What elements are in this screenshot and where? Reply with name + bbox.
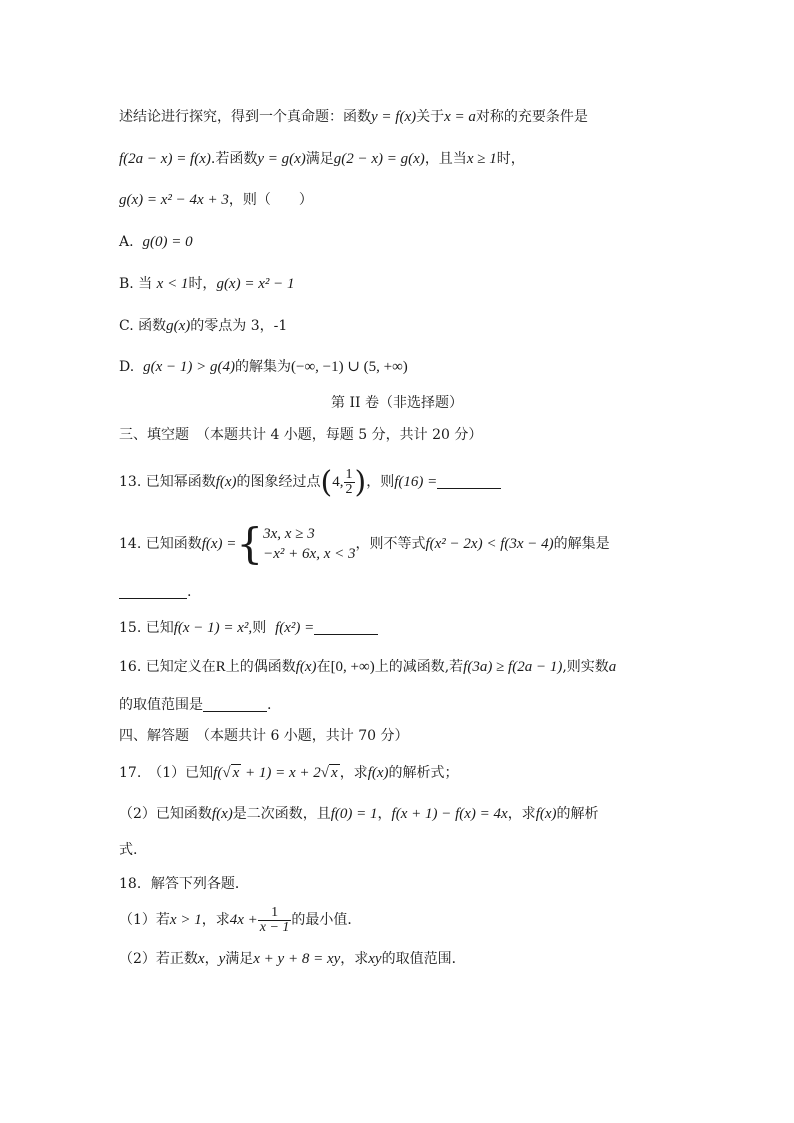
p12-line3 [119, 185, 714, 215]
math-expr: y = g(x) [257, 151, 306, 167]
question-18-title: 18．解答下列各题． [119, 876, 249, 892]
question-text: ，则不等式 [355, 536, 426, 552]
p12-line1 [119, 102, 714, 132]
q14-answer-line [119, 577, 714, 607]
math-expr: 4x + [229, 912, 258, 928]
fraction-numerator: 1 [258, 906, 292, 921]
question-text: （1）若 [119, 912, 170, 928]
math-expr: f(x) [295, 659, 317, 675]
math-expr: f(0) = 1 [330, 806, 378, 822]
math-expr: [0, +∞) [330, 659, 375, 675]
math-expr: x = a [444, 109, 476, 125]
option-d [119, 352, 714, 382]
option-a [119, 227, 714, 257]
question-text: ，求 [201, 912, 230, 928]
question-text: 则 [252, 620, 267, 636]
math-expr: x < 1 [156, 276, 189, 292]
question-text: 的图象经过点 [236, 474, 321, 490]
option-b [119, 269, 714, 299]
question-text: 的解集是 [553, 536, 610, 552]
question-text: . [187, 584, 192, 600]
p12-text: 对称的充要条件是 [475, 109, 588, 125]
sqrt-symbol: √ [222, 765, 231, 781]
math-expr: x > 1 [169, 912, 202, 928]
math-expr: f(x) [535, 806, 557, 822]
fraction-numerator: 1 [345, 466, 353, 482]
math-expr: f(x − 1) = x², [173, 620, 253, 636]
answer-blank[interactable] [314, 618, 378, 635]
math-expr: f(x) [211, 806, 233, 822]
question-number: 17. （1）已知 [119, 765, 214, 781]
math-expr: f( [213, 765, 223, 781]
p12-line2 [119, 144, 714, 174]
section-heading: 三、填空题 （本题共计 4 小题，每题 5 分，共计 20 分） [119, 427, 483, 443]
math-expr: 4, [332, 474, 344, 490]
math-expr: f(2a − x) = f(x) [119, 151, 211, 167]
question-text: （2）若正数 [119, 951, 198, 967]
q16-line2 [119, 690, 714, 720]
question-text: （2）已知函数 [119, 806, 212, 822]
math-expr: g(x) = x² − 1 [216, 276, 295, 292]
paren-left: ( [320, 465, 333, 500]
math-expr: (−∞, −1) ∪ (5, +∞) [290, 359, 408, 375]
question-text: ，求 [340, 951, 369, 967]
math-expr: x [197, 951, 205, 967]
p12-text: ，则（ ） [228, 192, 313, 208]
math-expr: f(x) [367, 765, 389, 781]
fraction [258, 906, 292, 935]
p12-text: 满足 [305, 151, 334, 167]
question-17-part1 [119, 758, 714, 788]
question-text: 是二次函数，且 [232, 806, 331, 822]
question-text: 满足 [225, 951, 254, 967]
question-text: 上的减函数,若 [374, 659, 464, 675]
fraction-denominator: 2 [345, 481, 353, 497]
math-expr: f(x) [215, 474, 237, 490]
question-number: 14. 已知函数 [119, 536, 202, 552]
question-text: 的取值范围是 [119, 697, 203, 713]
fraction-denominator: x − 1 [259, 919, 290, 935]
p12-text: 时， [496, 151, 525, 167]
fraction [344, 468, 355, 497]
math-expr: f(3a) ≥ f(2a − 1) [463, 659, 563, 675]
math-expr: g(2 − x) = g(x) [333, 151, 425, 167]
p12-text: .若函数 [210, 151, 258, 167]
option-text: 时， [188, 276, 217, 292]
option-label: D. [119, 359, 135, 375]
question-number: 13. 已知幂函数 [119, 474, 216, 490]
section-heading: 四、解答题 （本题共计 6 小题，共计 70 分） [119, 728, 409, 744]
question-text: 的解析 [556, 806, 599, 822]
math-expr: f(x + 1) − f(x) = 4x [391, 806, 508, 822]
question-text: ，求 [507, 806, 536, 822]
p12-text: 述结论进行探究，得到一个真命题：函数 [119, 109, 371, 125]
math-expr: x [232, 765, 240, 781]
option-label: B. 当 [119, 276, 153, 292]
question-18-part2 [119, 944, 714, 974]
question-16 [119, 652, 714, 682]
question-18-part1 [119, 900, 714, 940]
answer-blank[interactable] [119, 582, 187, 599]
math-expr: g(x) [166, 318, 191, 334]
option-c [119, 311, 714, 341]
question-text: 的解析式； [388, 765, 459, 781]
question-text: 16. 已知定义在 [119, 659, 216, 675]
question-text: 上的偶函数 [225, 659, 296, 675]
math-expr: + 1) = x + 2 [241, 765, 321, 781]
question-13 [119, 462, 714, 502]
option-label: A. [119, 234, 134, 250]
option-text: 的解集为 [234, 359, 291, 375]
question-15 [119, 613, 714, 643]
piecewise-definition [263, 524, 355, 564]
math-expr: x + y + 8 = xy [253, 951, 341, 967]
question-text: . [267, 697, 272, 713]
option-label: C. 函数 [119, 318, 167, 334]
p12-text: 关于 [416, 109, 445, 125]
brace-symbol: { [236, 519, 264, 568]
question-text: ,则实数 [562, 659, 609, 675]
math-expr: x ≥ 1 [466, 151, 497, 167]
question-text: ， [377, 806, 392, 822]
math-expr: g(x − 1) > g(4) [143, 359, 235, 375]
answer-blank[interactable] [203, 695, 267, 712]
math-expr: xy [368, 951, 382, 967]
math-expr: g(x) = x² − 4x + 3 [119, 192, 229, 208]
piece-case: 3x, x ≥ 3 [263, 526, 315, 542]
question-text: 的取值范围． [381, 951, 466, 967]
paren-right: ) [354, 465, 367, 500]
question-number: 15. 已知 [119, 620, 174, 636]
math-expr: f(x² − 2x) < f(3x − 4) [425, 536, 554, 552]
question-14 [119, 518, 714, 570]
math-expr: f(16) = [394, 474, 438, 490]
math-expr: R [215, 659, 226, 675]
piece-case: −x² + 6x, x < 3 [263, 546, 356, 562]
sqrt-symbol: √ [320, 765, 330, 781]
math-expr: x [331, 765, 338, 781]
question-text: 在 [316, 659, 331, 675]
question-17-part2 [119, 799, 714, 829]
p12-text: ，且当 [424, 151, 467, 167]
question-text: 的最小值． [291, 912, 362, 928]
option-text: 的零点为 3，-1 [190, 318, 288, 334]
answer-blank[interactable] [437, 472, 501, 489]
question-text: ， [204, 951, 219, 967]
math-expr: y [218, 951, 226, 967]
math-expr: a [608, 659, 617, 675]
math-expr: f(x²) = [275, 620, 315, 636]
volume-title: 第 II 卷（非选择题） [331, 395, 463, 411]
q17-continuation: 式. [119, 842, 138, 858]
question-text: ，则 [366, 474, 395, 490]
question-text: ，求 [339, 765, 368, 781]
math-expr: g(0) = 0 [142, 234, 193, 250]
math-expr: y = f(x) [371, 109, 417, 125]
math-expr: f(x) = [201, 536, 237, 552]
